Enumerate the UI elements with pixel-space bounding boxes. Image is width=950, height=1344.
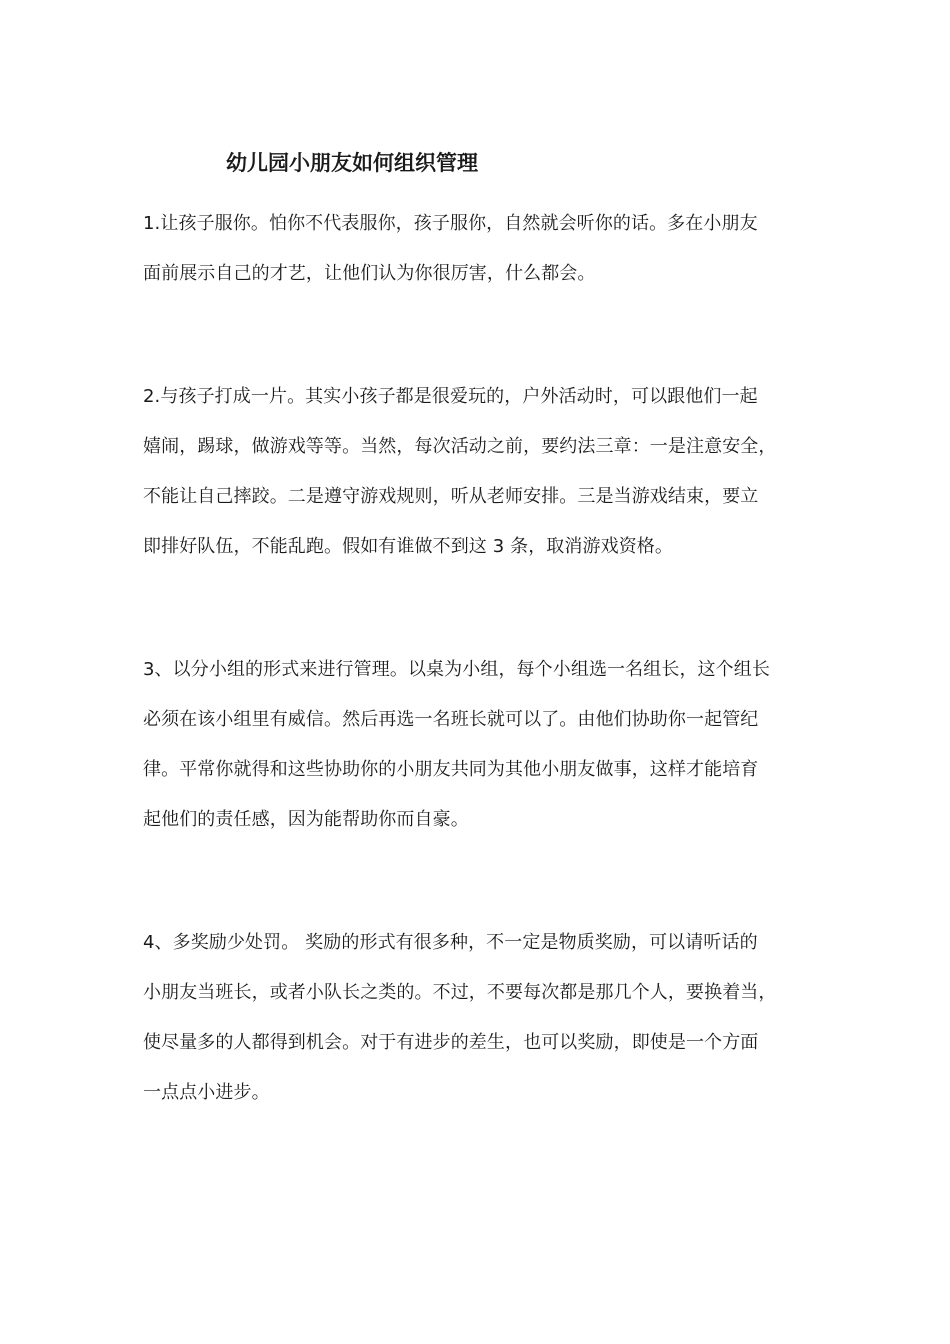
paragraph-line: 2.与孩子打成一片。其实小孩子都是很爱玩的，户外活动时，可以跟他们一起 [143, 386, 758, 407]
paragraph-line: 一点点小进步。 [143, 1082, 270, 1103]
paragraph-1 [143, 199, 813, 299]
paragraph-line: 4、多奖励少处罚。 奖励的形式有很多种，不一定是物质奖励，可以请听话的 [143, 932, 758, 953]
paragraph-3 [143, 645, 813, 845]
paragraph-line: 必须在该小组里有威信。然后再选一名班长就可以了。由他们协助你一起管纪 [143, 709, 759, 730]
paragraph-4 [143, 918, 813, 1118]
paragraph-line: 1.让孩子服你。怕你不代表服你，孩子服你，自然就会听你的话。多在小朋友 [143, 213, 758, 234]
paragraph-line: 嬉闹，踢球，做游戏等等。当然，每次活动之前，要约法三章：一是注意安全， [143, 436, 777, 457]
paragraph-line: 小朋友当班长，或者小队长之类的。不过，不要每次都是那几个人，要换着当， [143, 982, 777, 1003]
paragraph-line: 使尽量多的人都得到机会。对于有进步的差生，也可以奖励，即使是一个方面 [143, 1032, 759, 1053]
paragraph-line: 起他们的责任感，因为能帮助你而自豪。 [143, 809, 469, 830]
page-title: 幼儿园小朋友如何组织管理 [226, 151, 478, 175]
paragraph-line: 面前展示自己的才艺，让他们认为你很厉害，什么都会。 [143, 263, 596, 284]
paragraph-line: 不能让自己摔跤。二是遵守游戏规则，听从老师安排。三是当游戏结束，要立 [143, 486, 759, 507]
paragraph-2 [143, 372, 813, 572]
paragraph-line: 3、以分小组的形式来进行管理。以桌为小组，每个小组选一名组长，这个组长 [143, 659, 770, 680]
paragraph-line: 即排好队伍，不能乱跑。假如有谁做不到这 3 条，取消游戏资格。 [143, 536, 673, 557]
paragraph-line: 律。平常你就得和这些协助你的小朋友共同为其他小朋友做事，这样才能培育 [143, 759, 759, 780]
